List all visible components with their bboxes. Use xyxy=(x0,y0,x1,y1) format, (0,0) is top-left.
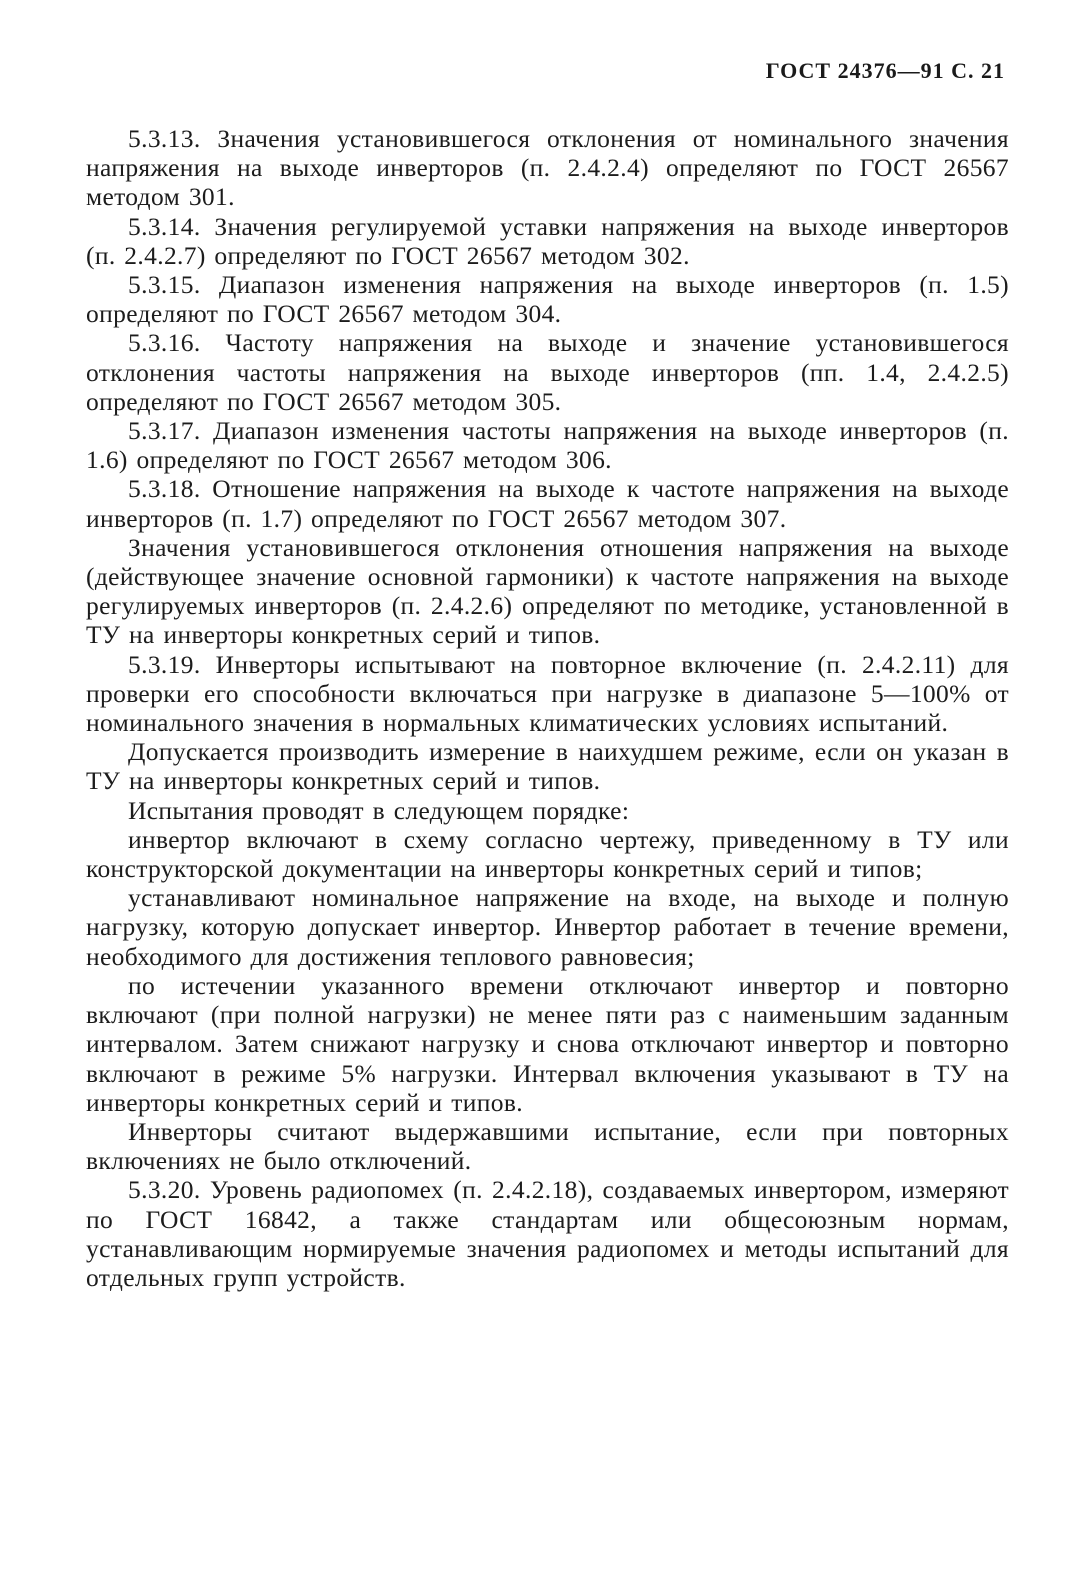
paragraph-5-3-15: 5.3.15. Диапазон изменения напряжения на выходе инверторов (п. 1.5) определяют по ГОСТ 26567 методом 304. xyxy=(86,270,1009,329)
paragraph-5-3-14: 5.3.14. Значения регулируемой уставки напряжения на выходе инверторов (п. 2.4.2.7) определяют по ГОСТ 26567 методом 302. xyxy=(86,211,1009,270)
page-header: ГОСТ 24376—91 С. 21 xyxy=(765,58,1005,83)
paragraph-worst-mode: Допускается производить измерение в наихудшем режиме, если он указан в ТУ на инверторы конкретных серий и типов. xyxy=(86,737,1009,796)
paragraph-step-nominal: устанавливают номинальное напряжение на входе, на выходе и полную нагрузку, которую допускает инвертор. Инвертор работает в течение времени, необходимого для достижения теплового равновесия; xyxy=(86,883,1009,971)
paragraph-5-3-17: 5.3.17. Диапазон изменения частоты напряжения на выходе инверторов (п. 1.6) определяют по ГОСТ 26567 методом 306. xyxy=(86,416,1009,475)
paragraph-5-3-13: 5.3.13. Значения установившегося отклонения от номинального значения напряжения на выходе инверторов (п. 2.4.2.4) определяют по ГОСТ 26567 методом 301. xyxy=(86,124,1009,212)
paragraph-ratio-deviation: Значения установившегося отклонения отношения напряжения на выходе (действующее значение основной гармоники) к частоте напряжения на выходе регулируемых инверторов (п. 2.4.2.6) определяют по методике, установленной в ТУ на инверторы конкретных серий и типов. xyxy=(86,532,1009,650)
paragraph-5-3-16: 5.3.16. Частоту напряжения на выходе и значение установившегося отклонения частоты напряжения на выходе инверторов (пп. 1.4, 2.4.2.5) определяют по ГОСТ 26567 методом 305. xyxy=(86,328,1009,416)
paragraph-5-3-18: 5.3.18. Отношение напряжения на выходе к частоте напряжения на выходе инверторов (п. 1.7) определяют по ГОСТ 26567 методом 307. xyxy=(86,474,1009,533)
paragraph-test-order: Испытания проводят в следующем порядке: xyxy=(128,795,630,825)
paragraph-step-connect: инвертор включают в схему согласно чертежу, приведенному в ТУ или конструкторской документации на инверторы конкретных серий и типов; xyxy=(86,824,1009,884)
paragraph-pass-criteria: Инверторы считают выдержавшими испытание, если при повторных включениях не было отключений. xyxy=(86,1116,1009,1176)
paragraph-step-repeat: по истечении указанного времени отключают инвертор и повторно включают (при полной нагрузки) не менее пяти раз с наименьшим заданным интервалом. Затем снижают нагрузку и снова отключают инвертор и повторно включают в режиме 5% нагрузки. Интервал включения указывают в ТУ на инверторы конкретных серий и типов. xyxy=(86,970,1009,1117)
paragraph-5-3-20: 5.3.20. Уровень радиопомех (п. 2.4.2.18), создаваемых инвертором, измеряют по ГОСТ 16842, а также стандартам или общесоюзным нормам, устанавливающим нормируемые значения радиопомех и методы испытаний для отдельных групп устройств. xyxy=(86,1175,1009,1292)
document-body xyxy=(86,124,1009,1292)
paragraph-5-3-19: 5.3.19. Инверторы испытывают на повторное включение (п. 2.4.2.11) для проверки его способности включаться при нагрузке в диапазоне 5—100% от номинального значения в нормальных климатических условиях испытаний. xyxy=(86,649,1009,738)
